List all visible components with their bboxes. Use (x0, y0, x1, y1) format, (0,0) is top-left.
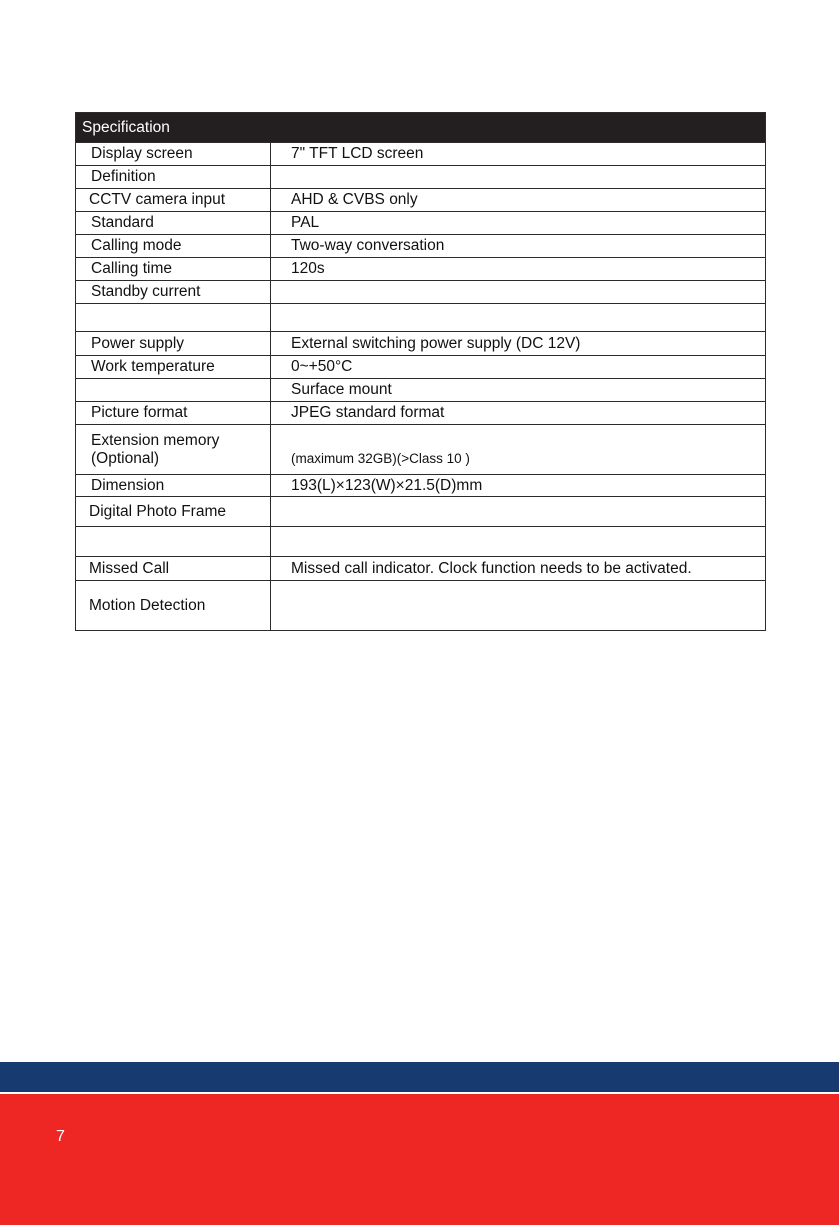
spec-label: Definition (76, 166, 271, 189)
spec-label: Calling mode (76, 235, 271, 258)
table-row (76, 166, 766, 189)
spec-value (271, 581, 766, 631)
table-row (76, 356, 766, 379)
table-header-row (76, 113, 766, 143)
table-row (76, 475, 766, 497)
spec-value: Two-way conversation (271, 235, 766, 258)
footer-red-band (0, 1094, 839, 1225)
spec-value: 120s (271, 258, 766, 281)
spec-label (76, 304, 271, 332)
spec-label (76, 527, 271, 557)
table-row (76, 281, 766, 304)
spec-label: Work temperature (76, 356, 271, 379)
spec-label: Calling time (76, 258, 271, 281)
spec-label: Missed Call (76, 557, 271, 581)
spec-label: Extension memory (Optional) (76, 425, 271, 475)
spec-label: Standard (76, 212, 271, 235)
spec-label (76, 379, 271, 402)
spec-value (271, 527, 766, 557)
table-row (76, 189, 766, 212)
table-row (76, 143, 766, 166)
spec-label: Power supply (76, 332, 271, 356)
footer-blue-band (0, 1062, 839, 1092)
table-row (76, 581, 766, 631)
spec-value: JPEG standard format (271, 402, 766, 425)
table-row (76, 379, 766, 402)
table-row (76, 557, 766, 581)
spec-value: 7" TFT LCD screen (271, 143, 766, 166)
table-row (76, 235, 766, 258)
table-row (76, 402, 766, 425)
spec-value (271, 281, 766, 304)
spec-value: 193(L)×123(W)×21.5(D)mm (271, 475, 766, 497)
spec-label: Picture format (76, 402, 271, 425)
spec-value: AHD & CVBS only (271, 189, 766, 212)
spec-label: Digital Photo Frame (76, 497, 271, 527)
table-row (76, 332, 766, 356)
spec-value (271, 166, 766, 189)
spec-label: Display screen (76, 143, 271, 166)
spec-value: Missed call indicator. Clock function needs to be activated. (271, 557, 766, 581)
specification-table (75, 112, 766, 631)
page-number: 7 (56, 1128, 65, 1145)
table-row (76, 258, 766, 281)
spec-value: Surface mount (271, 379, 766, 402)
spec-value: PAL (271, 212, 766, 235)
spec-value: (maximum 32GB)(>Class 10 ) (271, 425, 766, 475)
spec-value (271, 497, 766, 527)
spec-value: External switching power supply (DC 12V) (271, 332, 766, 356)
spec-label: Motion Detection (76, 581, 271, 631)
table-row (76, 304, 766, 332)
table-row (76, 497, 766, 527)
table-row (76, 527, 766, 557)
spec-label: Standby current (76, 281, 271, 304)
spec-value (271, 304, 766, 332)
spec-label: CCTV camera input (76, 189, 271, 212)
table-title: Specification (76, 113, 766, 143)
spec-value: 0~+50°C (271, 356, 766, 379)
table-row (76, 212, 766, 235)
table-row (76, 425, 766, 475)
spec-label: Dimension (76, 475, 271, 497)
